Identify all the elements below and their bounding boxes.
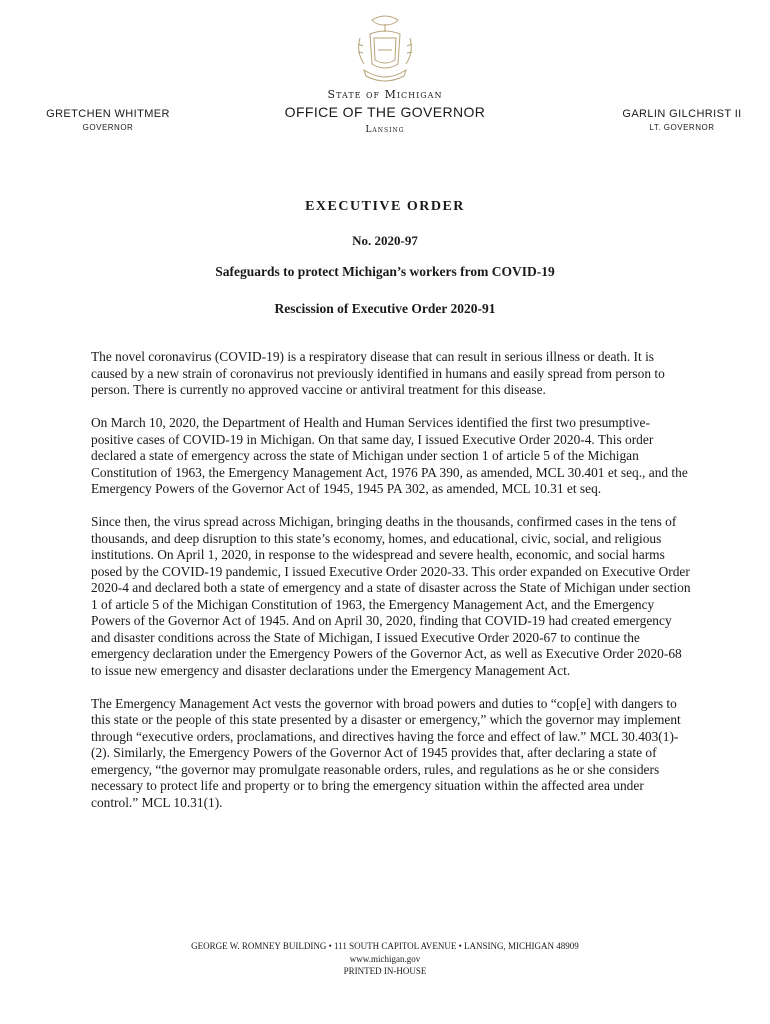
- office-line: OFFICE OF THE GOVERNOR: [284, 104, 486, 120]
- body-text: [91, 349, 691, 828]
- paragraph: Since then, the virus spread across Michigan, bringing deaths in the thousands, confirmed cases in the tens of thousands, and deep disruption to this state’s economy, homes, and educational, civic, social, and religious institutions. On April 1, 2020, in response to the widespread and severe health, economic, and social harms posed by the COVID-19 pandemic, I issued Executive Order 2020-33. This order expanded on Executive Order 2020-4 and declared both a state of emergency and a state of disaster across the State of Michigan under section 1 of article 5 of the Michigan Constitution of 1963, the Emergency Management Act, and the Emergency Powers of the Governor Act of 1945. And on April 30, 2020, finding that COVID-19 had created emergency and disaster conditions across the State of Michigan, I issued Executive Order 2020-67 to continue the emergency declaration under the Emergency Powers of the Governor Act, as well as Executive Order 2020-68 to issue new emergency and disaster declarations under the Emergency Management Act.: [91, 514, 691, 678]
- state-line: State of Michigan: [327, 88, 443, 101]
- michigan-seal-icon: [352, 14, 418, 86]
- governor-name: GRETCHEN WHITMER: [46, 108, 170, 120]
- paragraph: The novel coronavirus (COVID-19) is a respiratory disease that can result in serious illness or death. It is caused by a new strain of coronavirus not previously identified in humans and easily spread from person to person. There is currently no approved vaccine or antiviral treatment for this disease.: [91, 349, 665, 397]
- order-subtitle: Safeguards to protect Michigan’s workers from COVID-19: [215, 264, 555, 279]
- footer-address: GEORGE W. ROMNEY BUILDING • 111 SOUTH CAPITOL AVENUE • LANSING, MICHIGAN 48909: [191, 941, 579, 951]
- city-line: Lansing: [365, 125, 405, 135]
- lt-governor-title: LT. GOVERNOR: [649, 123, 715, 132]
- lt-governor-name: GARLIN GILCHRIST II: [622, 108, 742, 120]
- governor-block: [38, 108, 178, 132]
- rescission-line: Rescission of Executive Order 2020-91: [274, 301, 496, 316]
- order-number: No. 2020-97: [352, 233, 418, 248]
- footer-printed: PRINTED IN-HOUSE: [343, 966, 427, 976]
- governor-title: GOVERNOR: [82, 123, 134, 132]
- footer: [0, 940, 770, 978]
- paragraph: On March 10, 2020, the Department of Health and Human Services identified the first two presumptive-positive cases of COVID-19 in Michigan. On that same day, I issued Executive Order 2020-4. This order declared a state of emergency across the state of Michigan under section 1 of article 5 of the Michigan Constitution of 1963, the Emergency Management Act, 1976 PA 390, as amended, MCL 30.401 et seq., and the Emergency Powers of the Governor Act of 1945, 1945 PA 302, as amended, MCL 10.31 et seq.: [91, 415, 688, 496]
- document-title: EXECUTIVE ORDER: [305, 199, 465, 214]
- paragraph: The Emergency Management Act vests the governor with broad powers and duties to “cop[e] with dangers to this state or the people of this state presented by a disaster or emergency,” which the governor may implement through “executive orders, proclamations, and directives having the force and effect of law.” MCL 30.403(1)-(2). Similarly, the Emergency Powers of the Governor Act of 1945 provides that, after declaring a state of emergency, “the governor may promulgate reasonable orders, rules, and regulations as he or she considers necessary to protect life and property or to bring the emergency situation within the affected area under control.” MCL 10.31(1).: [91, 695, 681, 810]
- lt-governor-block: [612, 108, 752, 132]
- footer-website: www.michigan.gov: [349, 953, 421, 964]
